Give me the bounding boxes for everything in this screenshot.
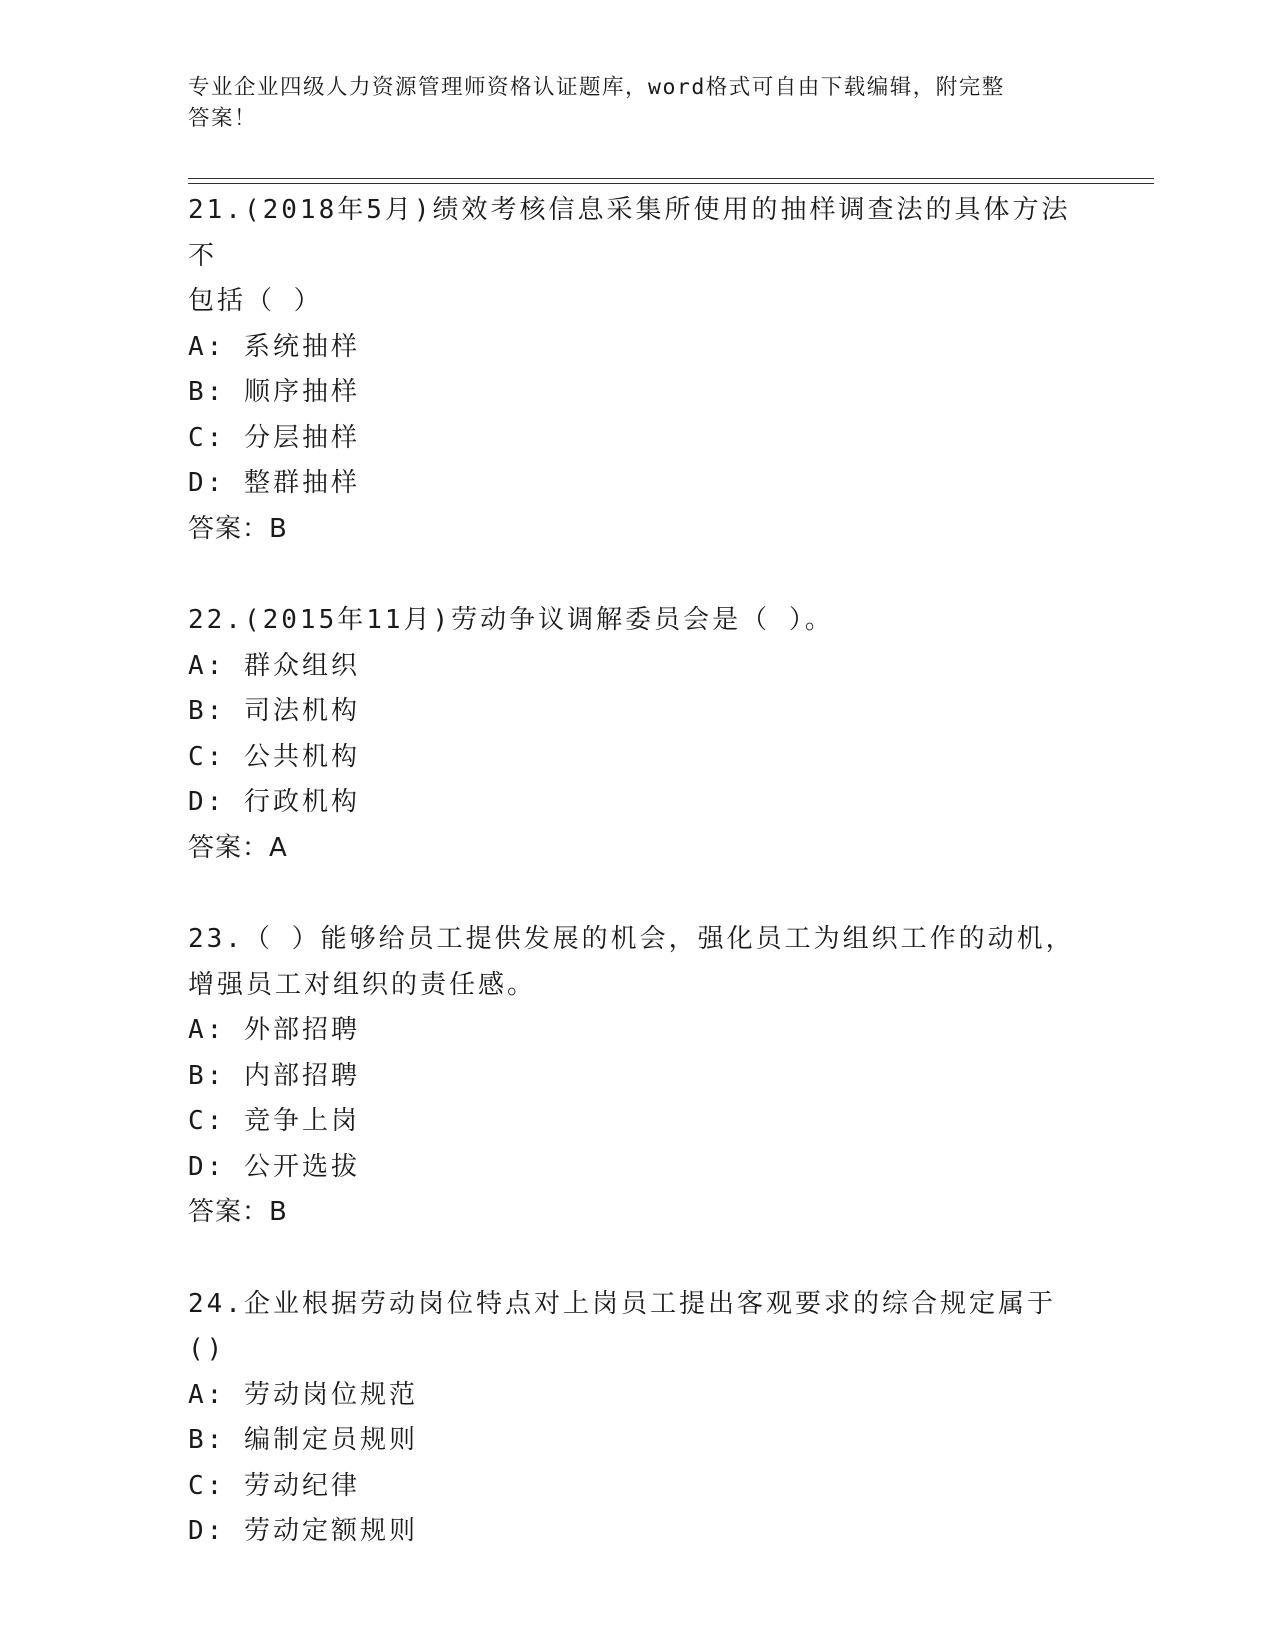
- question-22-option-b: B: 司法机构: [188, 696, 360, 726]
- question-23-option-c: C: 竞争上岗: [188, 1106, 360, 1136]
- question-22: [188, 598, 1088, 871]
- question-23-option-a: A: 外部招聘: [188, 1015, 360, 1045]
- question-21-option-a: A: 系统抽样: [188, 331, 360, 362]
- header-line-1: 专业企业四级人力资源管理师资格认证题库，word格式可自由下载编辑，附完整: [188, 75, 1005, 100]
- question-24-option-d: D: 劳动定额规则: [188, 1516, 418, 1546]
- question-list: [188, 188, 1088, 1601]
- question-21-option-b: B: 顺序抽样: [188, 377, 360, 407]
- question-22-option-c: C: 公共机构: [188, 741, 360, 772]
- header-line-2: 答案！: [188, 106, 258, 131]
- question-23-option-d: D: 公开选拔: [188, 1151, 360, 1182]
- question-21-option-c: C: 分层抽样: [188, 422, 360, 453]
- question-23: [188, 917, 1088, 1236]
- question-22-stem-line-1: 22.(2015年11月)劳动争议调解委员会是（ ）。: [188, 605, 834, 635]
- question-23-stem-line-2: 增强员工对组织的责任感。: [188, 969, 537, 1000]
- question-24: [188, 1282, 1088, 1555]
- header-rule-top: [188, 178, 1154, 179]
- question-24-option-b: B: 编制定员规则: [188, 1425, 418, 1455]
- question-23-option-b: B: 内部招聘: [188, 1060, 360, 1091]
- question-24-option-a: A: 劳动岗位规范: [188, 1379, 418, 1410]
- question-21-stem-line-1: 21.(2018年5月)绩效考核信息采集所使用的抽样调查法的具体方法不: [188, 195, 1071, 271]
- question-21-answer: 答案：B: [188, 513, 288, 544]
- question-24-option-c: C: 劳动纪律: [188, 1470, 360, 1501]
- question-22-option-d: D: 行政机构: [188, 787, 360, 817]
- question-22-answer: 答案：A: [188, 832, 288, 863]
- question-23-answer: 答案：B: [188, 1197, 288, 1227]
- question-22-option-a: A: 群众组织: [188, 650, 360, 681]
- question-21: [188, 188, 1088, 552]
- question-21-stem-line-2: 包括（ ）: [188, 286, 323, 316]
- question-24-stem-line-1: 24.企业根据劳动岗位特点对上岗员工提出客观要求的综合规定属于(): [188, 1288, 1056, 1364]
- document-header: [188, 72, 1078, 134]
- header-rule-bottom: [188, 183, 1154, 184]
- question-23-stem-line-1: 23.（ ）能够给员工提供发展的机会，强化员工为组织工作的动机，: [188, 924, 1075, 954]
- question-21-option-d: D: 整群抽样: [188, 468, 360, 498]
